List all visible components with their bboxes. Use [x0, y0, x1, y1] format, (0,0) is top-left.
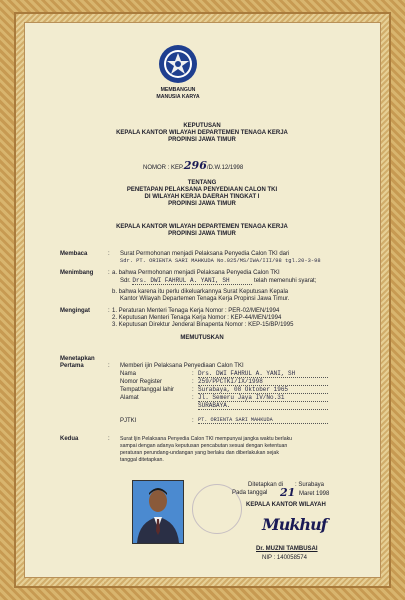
mengingat-item-1: 1. Peraturan Menteri Tenaga Kerja Nomor : PER-02/MEN/1994 — [112, 308, 280, 314]
menetapkan-intro: Memberi ijin Pelaksana Penyediaan Calon TKI — [120, 363, 244, 369]
pjtki-label: PJTKI — [120, 418, 137, 424]
field-value-register: 259/PPCTKI/IX/1998 — [198, 378, 328, 386]
ministry-emblem-icon — [158, 44, 198, 84]
issuer-line-2: PROPINSI JAWA TIMUR — [168, 231, 236, 237]
place-value: : Surabaya — [295, 482, 325, 488]
field-value-city: SURABAYA. — [198, 402, 328, 410]
field-label-register: Nomor Register — [120, 379, 163, 385]
membaca-line-1: Surat Permohonan menjadi Pelaksana Penyedia Calon TKI dari — [120, 251, 290, 257]
issuer-line-1: KEPALA KANTOR WILAYAH DEPARTEMEN TENAGA KERJA — [116, 224, 288, 230]
decree-number-handwritten: 296 — [183, 159, 207, 172]
kedua-line-1: Surat Ijin Pelaksana Penyedia Calon TKI mempunyai jangka waktu berlaku — [120, 436, 293, 442]
decree-number: NOMOR : KEP.296/D.W.12/1998 — [143, 159, 244, 172]
field-value-nama: Drs. DWI FAHRUL A. YANI, SH — [198, 370, 328, 378]
signature-handwritten: Mukhuf — [262, 515, 327, 534]
colon: : — [192, 379, 194, 385]
logo-caption-2: MANUSIA KARYA — [156, 94, 200, 100]
subject-line-1: PENETAPAN PELAKSANA PENYEDIAAN CALON TKI — [126, 187, 278, 193]
kedua-line-2: sampai dengan adanya keputusan pencabutan sesuai dengan ketentuan — [120, 443, 288, 449]
colon: : — [192, 418, 194, 424]
field-value-birth: Surabaya, 08 Oktober 1965 — [198, 386, 328, 394]
subject-line-2: DI WILAYAH KERJA DAERAH TINGKAT I — [144, 194, 260, 200]
kedua-label: Kedua — [60, 436, 79, 442]
signer-nip: NIP : 140058574 — [262, 555, 307, 561]
signer-name: Dr. MUZNI TAMBUSAI — [256, 546, 318, 552]
kedua-line-4: tanggal ditetapkan. — [120, 457, 164, 463]
about-heading: TENTANG — [187, 180, 217, 186]
pertama-label: Pertama — [60, 363, 84, 369]
menimbang-b-line-1: b. bahwa karena itu perlu dikeluarkannya Surat Keputusan Kepala — [112, 289, 289, 295]
colon: : — [108, 270, 110, 276]
colon: : — [108, 363, 110, 369]
memutuskan-heading: MEMUTUSKAN — [180, 335, 224, 341]
province-heading: PROPINSI JAWA TIMUR — [168, 137, 236, 143]
decree-heading: KEPUTUSAN — [183, 123, 221, 129]
pjtki-value: PT. ORIENTA SARI MAHKUDA — [198, 417, 328, 424]
mengingat-item-3: 3. Keputusan Direktur Jenderal Binapenta Nomor : KEP-15/BP/1995 — [112, 322, 294, 328]
menimbang-b-line-2: Kantor Wilayah Departemen Tenaga Kerja Propinsi Jawa Timur. — [120, 296, 290, 302]
colon: : — [108, 251, 110, 257]
menimbang-a-line-1: a. bahwa Permohonan menjadi Pelaksana Penyedia Calon TKI — [112, 270, 280, 276]
field-label-birth: Tempat/tanggal lahir — [120, 387, 175, 393]
logo-caption-1: MEMBANGUN — [160, 87, 196, 93]
mengingat-label: Mengingat — [60, 308, 90, 314]
menimbang-label: Menimbang — [60, 270, 94, 276]
menetapkan-label: Menetapkan — [60, 356, 95, 362]
colon: : — [108, 436, 110, 442]
place-label: Ditetapkan di — [248, 482, 284, 488]
field-label-nama: Nama — [120, 371, 137, 377]
mengingat-item-2: 2. Keputusan Menteri Tenaga Kerja Nomor : KEP-44/MEN/1994 — [112, 315, 282, 321]
membaca-line-2: Sdr. PT. ORIENTA SARI MAHKUDA No.025/MS/IWA/III/98 tgl.20-3-98 — [120, 258, 321, 264]
field-label-address: Alamat — [120, 395, 139, 401]
colon: : — [108, 308, 110, 314]
office-heading: KEPALA KANTOR WILAYAH DEPARTEMEN TENAGA KERJA — [116, 130, 288, 136]
membaca-label: Membaca — [60, 251, 88, 257]
colon: : — [192, 395, 194, 401]
holder-photo — [132, 480, 184, 544]
date-rest: Maret 1998 — [299, 491, 330, 497]
date-label: Pada tanggal — [232, 490, 268, 496]
signer-title: KEPALA KANTOR WILAYAH — [246, 502, 326, 508]
colon: : — [192, 387, 194, 393]
field-value-address: Jl. Semeru Jaya IV/No.31 — [198, 394, 328, 402]
official-stamp — [192, 484, 242, 534]
date-day-handwritten: 21 — [280, 486, 296, 499]
kedua-line-3: peraturan perundang-undangan yang berlaku dan diberlakukan sejak — [120, 450, 279, 456]
menimbang-a-name: Drs. DWI FAHRUL A. YANI, SH — [132, 277, 252, 285]
subject-line-3: PROPINSI JAWA TIMUR — [168, 201, 236, 207]
colon: : — [192, 371, 194, 377]
menimbang-a-line-2: Sdr. Drs. DWI FAHRUL A. YANI, SH telah memenuhi syarat; — [120, 277, 317, 284]
